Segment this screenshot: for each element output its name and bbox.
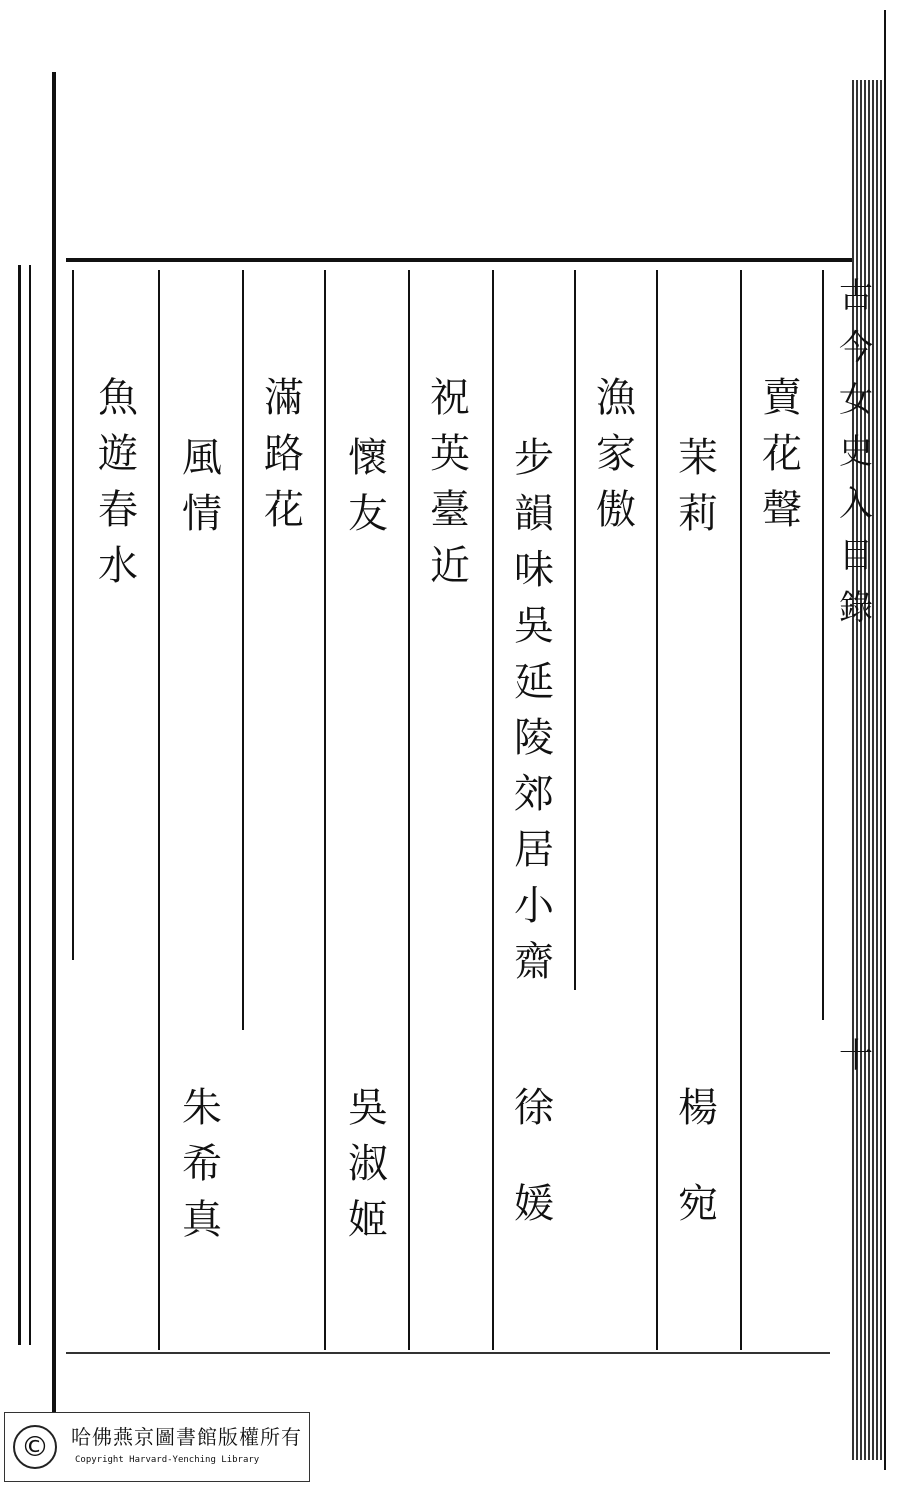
title-char: 祝 xyxy=(430,375,470,421)
margin-char: 入 xyxy=(839,484,873,524)
title-char: 步 xyxy=(514,435,554,481)
title-char: 水 xyxy=(98,543,138,589)
column-divider xyxy=(656,270,658,1350)
title-char: 郊 xyxy=(514,771,554,817)
copyright-stamp xyxy=(4,1412,310,1482)
title-char: 家 xyxy=(596,431,636,477)
copyright-chinese: 哈佛燕京圖書館版權所有 xyxy=(71,1425,302,1449)
left-margin-rule xyxy=(52,72,56,1412)
title-char: 滿 xyxy=(264,375,304,421)
title-char: 情 xyxy=(182,491,222,537)
margin-char: 女 xyxy=(839,380,873,420)
title-char: 小 xyxy=(514,883,554,929)
toc-entry-title xyxy=(586,370,646,538)
margin-char: 今 xyxy=(839,328,873,368)
author-char: 真 xyxy=(182,1197,222,1243)
author-char: 淑 xyxy=(348,1141,388,1187)
right-outer-rule xyxy=(884,10,886,1470)
title-char: 臺 xyxy=(430,487,470,533)
title-char: 賣 xyxy=(762,375,802,421)
column-divider xyxy=(158,270,160,1350)
title-char: 春 xyxy=(98,487,138,533)
toc-entry-title xyxy=(752,370,812,538)
copyright-english: Copyright Harvard-Yenching Library xyxy=(75,1455,260,1465)
title-char: 茉 xyxy=(678,435,718,481)
title-char: 居 xyxy=(514,827,554,873)
author-char: 媛 xyxy=(514,1181,554,1227)
margin-char: 目 xyxy=(839,536,873,576)
toc-entry-author xyxy=(338,1080,398,1248)
title-char: 韻 xyxy=(514,491,554,537)
title-char: 路 xyxy=(264,431,304,477)
title-char: 味 xyxy=(514,547,554,593)
title-char: 友 xyxy=(348,491,388,537)
column-divider xyxy=(822,270,824,1020)
toc-entry-author xyxy=(172,1080,232,1248)
title-char: 莉 xyxy=(678,491,718,537)
column-divider xyxy=(408,270,410,1350)
copyright-icon: © xyxy=(13,1425,57,1469)
toc-entry-author xyxy=(668,1080,728,1232)
author-char: 朱 xyxy=(182,1085,222,1131)
title-char: 魚 xyxy=(98,375,138,421)
margin-char: 史 xyxy=(839,432,873,472)
author-char: 徐 xyxy=(514,1085,554,1131)
title-char: 延 xyxy=(514,659,554,705)
title-char: 近 xyxy=(430,543,470,589)
title-char: 懷 xyxy=(348,435,388,481)
toc-entry-title xyxy=(338,430,398,542)
author-char: 希 xyxy=(182,1141,222,1187)
column-divider xyxy=(324,270,326,1350)
author-char: 姬 xyxy=(348,1197,388,1243)
author-char: 楊 xyxy=(678,1085,718,1131)
margin-title xyxy=(836,270,876,634)
title-char: 英 xyxy=(430,431,470,477)
column-divider xyxy=(242,270,244,1030)
title-char: 漁 xyxy=(596,375,636,421)
toc-entry-title xyxy=(420,370,480,594)
title-char: 陵 xyxy=(514,715,554,761)
toc-entry-title xyxy=(668,430,728,542)
margin-char: 錄 xyxy=(839,588,873,628)
top-frame-rule xyxy=(66,258,852,262)
author-char: 吳 xyxy=(348,1085,388,1131)
toc-entry-title xyxy=(172,430,232,542)
toc-entry-author xyxy=(504,1080,564,1232)
title-char: 遊 xyxy=(98,431,138,477)
margin-char: 古 xyxy=(839,276,873,316)
author-char: 宛 xyxy=(678,1181,718,1227)
toc-entry-title xyxy=(88,370,148,594)
title-char: 花 xyxy=(762,431,802,477)
column-divider xyxy=(740,270,742,1350)
margin-page-number xyxy=(836,1030,876,1082)
title-char: 聲 xyxy=(762,487,802,533)
title-char: 花 xyxy=(264,487,304,533)
margin-char: 十 xyxy=(839,1036,873,1076)
column-divider xyxy=(574,270,576,990)
column-divider xyxy=(492,270,494,1350)
bottom-frame-rule xyxy=(66,1352,830,1354)
toc-entry-title xyxy=(504,430,564,990)
left-binding-line xyxy=(18,265,31,1345)
title-char: 傲 xyxy=(596,487,636,533)
toc-entry-title xyxy=(254,370,314,538)
column-divider xyxy=(72,270,74,960)
title-char: 風 xyxy=(182,435,222,481)
title-char: 吳 xyxy=(514,603,554,649)
title-char: 齋 xyxy=(514,939,554,985)
